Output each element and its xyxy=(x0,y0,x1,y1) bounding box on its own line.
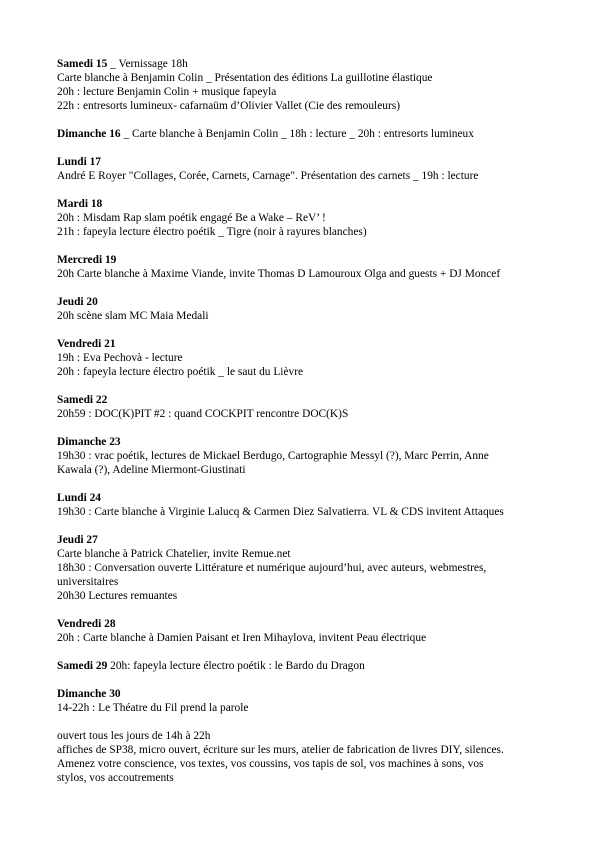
entry-heading xyxy=(57,617,555,631)
event-line: 20h59 : DOC(K)PIT #2 : quand COCKPIT rencontre DOC(K)S xyxy=(57,408,349,420)
day-label: Mardi 18 xyxy=(57,198,103,210)
program-entry xyxy=(57,155,555,183)
program-list xyxy=(57,57,555,715)
entry-heading xyxy=(57,337,555,351)
program-entry xyxy=(57,197,555,239)
event-line: universitaires xyxy=(57,576,119,588)
entry-heading xyxy=(57,197,555,211)
entry-heading xyxy=(57,127,555,141)
closing-line: affiches de SP38, micro ouvert, écriture sur les murs, atelier de fabrication de livres DIY, silences. xyxy=(57,744,504,756)
day-label: Vendredi 28 xyxy=(57,618,116,630)
day-label: Mercredi 19 xyxy=(57,254,117,266)
closing-line: stylos, vos accoutrements xyxy=(57,772,174,784)
event-line: Carte blanche à Benjamin Colin _ Présentation des éditions La guillotine élastique xyxy=(57,72,433,84)
program-entry xyxy=(57,435,555,477)
event-line: André E Royer "Collages, Corée, Carnets, Carnage". Présentation des carnets _ 19h : lecture xyxy=(57,170,479,182)
closing-notes xyxy=(57,729,555,785)
entry-heading xyxy=(57,155,555,169)
entry-heading xyxy=(57,491,555,505)
day-label: Jeudi 20 xyxy=(57,296,98,308)
day-label: Jeudi 27 xyxy=(57,534,98,546)
entry-heading xyxy=(57,393,555,407)
event-line: Kawala (?), Adeline Miermont-Giustinati xyxy=(57,464,246,476)
closing-line: Amenez votre conscience, vos textes, vos coussins, vos tapis de sol, vos machines à sons, vos xyxy=(57,758,484,770)
event-line: 19h30 : Carte blanche à Virginie Lalucq & Carmen Diez Salvatierra. VL & CDS invitent Attaques xyxy=(57,506,504,518)
entry-heading xyxy=(57,295,555,309)
event-line: Carte blanche à Patrick Chatelier, invite Remue.net xyxy=(57,548,291,560)
entry-heading xyxy=(57,253,555,267)
event-line: 14-22h : Le Théatre du Fil prend la parole xyxy=(57,702,249,714)
inline-event: _ Vernissage 18h xyxy=(107,58,188,70)
event-line: 20h : Misdam Rap slam poétik engagé Be a Wake – ReV’ ! xyxy=(57,212,326,224)
entry-heading xyxy=(57,435,555,449)
event-line: 20h Carte blanche à Maxime Viande, invite Thomas D Lamouroux Olga and guests + DJ Moncef xyxy=(57,268,501,280)
event-line: 20h : Carte blanche à Damien Paisant et Iren Mihaylova, invitent Peau électrique xyxy=(57,632,427,644)
inline-event: _ Carte blanche à Benjamin Colin _ 18h : lecture _ 20h : entresorts lumineux xyxy=(120,128,474,140)
event-line: 20h : lecture Benjamin Colin + musique fapeyla xyxy=(57,86,277,98)
day-label: Dimanche 16 xyxy=(57,128,121,140)
event-line: 20h : fapeyla lecture électro poétik _ le saut du Lièvre xyxy=(57,366,304,378)
program-entry xyxy=(57,253,555,281)
entry-heading xyxy=(57,687,555,701)
day-label: Lundi 17 xyxy=(57,156,102,168)
event-line: 19h : Eva Pechovà - lecture xyxy=(57,352,183,364)
event-line: 20h30 Lectures remuantes xyxy=(57,590,178,602)
day-label: Vendredi 21 xyxy=(57,338,116,350)
program-entry xyxy=(57,687,555,715)
event-line: 22h : entresorts lumineux- cafarnaüm d’Olivier Vallet (Cie des remouleurs) xyxy=(57,100,400,112)
day-label: Samedi 15 xyxy=(57,58,108,70)
event-line: 19h30 : vrac poétik, lectures de Mickael Berdugo, Cartographie Messyl (?), Marc Perrin, Anne xyxy=(57,450,489,462)
event-line: 20h scène slam MC Maia Medali xyxy=(57,310,209,322)
inline-event: 20h: fapeyla lecture électro poétik : le Bardo du Dragon xyxy=(107,660,365,672)
program-entry xyxy=(57,57,555,113)
day-label: Dimanche 23 xyxy=(57,436,121,448)
closing-line: ouvert tous les jours de 14h à 22h xyxy=(57,730,211,742)
program-entry xyxy=(57,617,555,645)
event-line: 21h : fapeyla lecture électro poétik _ Tigre (noir à rayures blanches) xyxy=(57,226,367,238)
program-entry xyxy=(57,295,555,323)
day-label: Dimanche 30 xyxy=(57,688,121,700)
program-entry xyxy=(57,127,555,141)
entry-heading xyxy=(57,533,555,547)
event-line: 18h30 : Conversation ouverte Littérature et numérique aujourd’hui, avec auteurs, webmestres, xyxy=(57,562,487,574)
program-entry xyxy=(57,659,555,673)
program-entry xyxy=(57,393,555,421)
program-entry xyxy=(57,491,555,519)
program-entry xyxy=(57,533,555,603)
entry-heading xyxy=(57,57,555,71)
program-entry xyxy=(57,337,555,379)
entry-heading xyxy=(57,659,555,673)
day-label: Samedi 22 xyxy=(57,394,108,406)
day-label: Samedi 29 xyxy=(57,660,108,672)
day-label: Lundi 24 xyxy=(57,492,102,504)
